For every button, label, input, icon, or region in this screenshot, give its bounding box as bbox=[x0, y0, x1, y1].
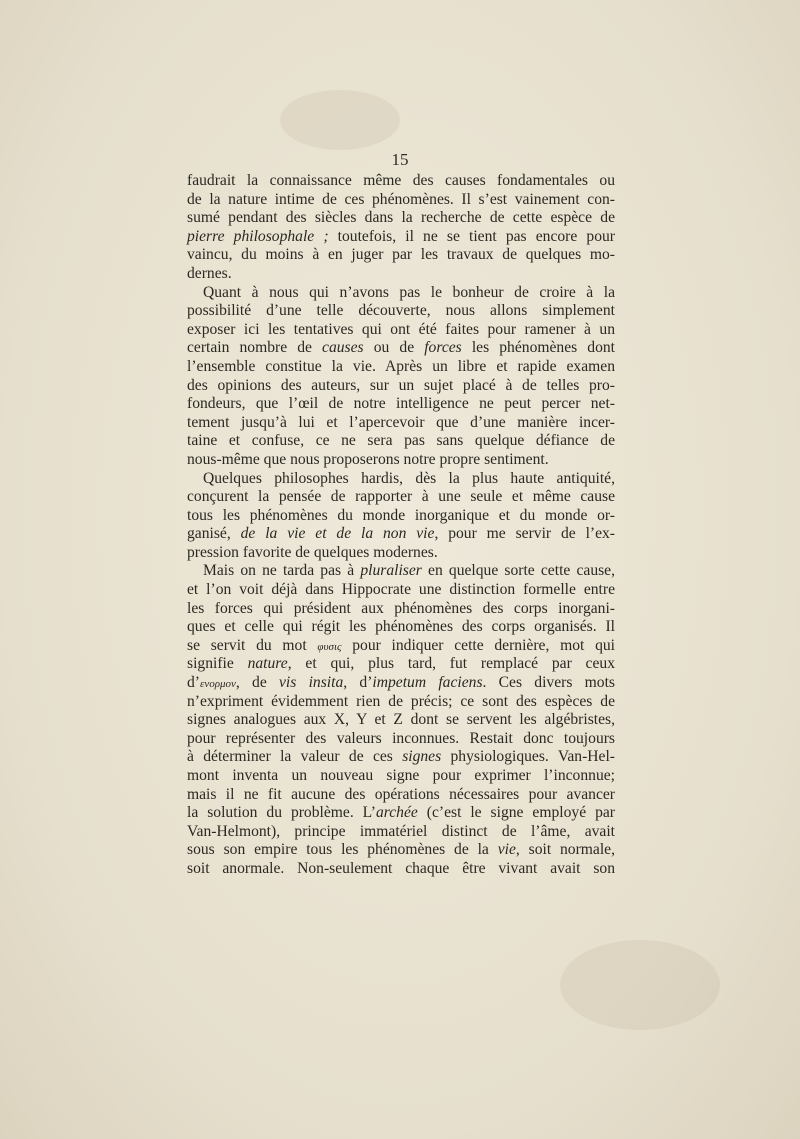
text-segment: à déterminer la valeur de ces bbox=[187, 748, 403, 766]
text-segment: . Ces divers mots bbox=[482, 674, 615, 692]
italic-text: archée bbox=[375, 804, 418, 822]
italic-text: nature bbox=[247, 655, 288, 673]
text-segment: ganisé, bbox=[187, 525, 241, 543]
text-line: Quant à nous qui n’avons pas le bonheur de croire à la bbox=[203, 283, 615, 301]
text-line: exposer ici les tentatives qui ont été faites pour ramener à un bbox=[187, 320, 615, 338]
text-segment: physiologiques. Van-Hel- bbox=[441, 748, 615, 766]
text-segment: certain nombre de bbox=[187, 339, 323, 357]
text-line: pour représenter des valeurs inconnues. Restait donc toujours bbox=[187, 729, 615, 747]
text-segment: la solution du problème. L’ bbox=[187, 804, 376, 822]
text-segment: , et qui, plus tard, fut remplacé par ceux bbox=[287, 655, 615, 673]
text-segment: en quelque sorte cette cause, bbox=[421, 562, 616, 580]
text-segment: signifie bbox=[187, 655, 248, 673]
text-segment: (c’est le signe employé par bbox=[417, 804, 615, 822]
body-text bbox=[187, 172, 615, 879]
text-line: Quelques philosophes hardis, dès la plus haute antiquité, bbox=[203, 469, 615, 487]
text-line: possibilité d’une telle découverte, nous allons simplement bbox=[187, 302, 615, 320]
text-line: l’ensemble constitue la vie. Après un libre et rapide examen bbox=[187, 357, 615, 375]
italic-text: pluraliser bbox=[360, 562, 422, 580]
text-segment: , de bbox=[235, 674, 280, 692]
text-line bbox=[187, 562, 615, 581]
text-line: sumé pendant des siècles dans la recherche de cette espèce de bbox=[187, 209, 615, 227]
italic-text: impetum faciens bbox=[372, 674, 483, 692]
text-segment: ou de bbox=[363, 339, 425, 357]
text-segment: les phénomènes dont bbox=[461, 339, 616, 357]
text-line: signes analogues aux X, Y et Z dont se servent les algébristes, bbox=[187, 711, 615, 729]
text-segment: , soit normale, bbox=[515, 841, 616, 859]
paper-stain bbox=[560, 940, 720, 1030]
text-line: mont inventa un nouveau signe pour exprimer l’inconnue; bbox=[187, 767, 615, 784]
text-line: nous-même que nous proposerons notre propre sentiment. bbox=[187, 450, 549, 468]
text-line: n’expriment évidemment rien de précis; ce sont des espèces de bbox=[187, 692, 615, 710]
paper-stain bbox=[280, 90, 400, 150]
page-number: 15 bbox=[391, 150, 409, 169]
text-line: mais il ne fit aucune des opérations nécessaires pour avancer bbox=[187, 785, 615, 803]
text-line bbox=[187, 637, 615, 656]
italic-text: de la vie et de la non vie bbox=[240, 525, 435, 543]
text-line: dernes. bbox=[187, 264, 232, 282]
text-segment: d’ bbox=[187, 674, 200, 692]
text-line bbox=[187, 339, 615, 358]
text-line bbox=[187, 228, 615, 247]
text-line: tous les phénomènes du monde inorganique et du monde or- bbox=[187, 506, 615, 524]
text-segment: Mais on ne tarda pas à bbox=[203, 562, 361, 580]
greek-text: ενορμον bbox=[200, 678, 236, 691]
text-line: des opinions des auteurs, sur un sujet placé à de telles pro- bbox=[187, 376, 615, 394]
text-line: conçurent la pensée de rapporter à une seule et même cause bbox=[187, 488, 615, 506]
italic-text: signes bbox=[402, 748, 442, 766]
text-line: tement jusqu’à lui et l’apercevoir que d’une manière incer- bbox=[187, 413, 615, 431]
text-line: soit anormale. Non-seulement chaque être vivant avait son bbox=[187, 859, 615, 877]
text-line: faudrait la connaissance même des causes fondamentales ou bbox=[187, 172, 615, 189]
text-line: taine et confuse, ce ne sera pas sans quelque défiance de bbox=[187, 432, 615, 450]
text-line: vaincu, du moins à en juger par les travaux de quelques mo- bbox=[187, 246, 615, 264]
text-line: de la nature intime de ces phénomènes. Il s’est vainement con- bbox=[187, 190, 615, 208]
text-line: et l’on voit déjà dans Hippocrate une distinction formelle entre bbox=[187, 581, 615, 599]
text-line: pression favorite de quelques modernes. bbox=[187, 543, 438, 561]
text-segment: se servit du mot bbox=[187, 636, 318, 654]
text-segment: sous son empire tous les phénomènes de la bbox=[187, 841, 498, 859]
text-line bbox=[187, 804, 615, 823]
text-segment: pour indiquer cette dernière, mot qui bbox=[341, 636, 615, 654]
text-line: ques et celle qui régit les phénomènes des corps organisés. Il bbox=[187, 618, 615, 636]
italic-text: causes bbox=[322, 339, 364, 357]
greek-text: φυσις bbox=[317, 640, 342, 653]
italic-text: forces bbox=[424, 339, 462, 357]
italic-text: vie bbox=[497, 841, 516, 859]
text-line: les forces qui président aux phénomènes des corps inorgani- bbox=[187, 599, 615, 617]
text-line bbox=[187, 525, 615, 544]
text-line: Van-Helmont), principe immatériel distinct de l’âme, avait bbox=[187, 822, 615, 840]
text-line: fondeurs, que l’œil de notre intelligence ne peut percer net- bbox=[187, 395, 615, 413]
italic-text: pierre philosophale ; bbox=[187, 227, 329, 245]
text-segment: , d’ bbox=[343, 674, 373, 692]
text-line bbox=[187, 748, 615, 767]
text-line bbox=[187, 841, 615, 860]
text-line bbox=[187, 674, 615, 693]
text-line bbox=[187, 655, 615, 674]
italic-text: vis insita bbox=[279, 674, 344, 692]
text-segment: , pour me servir de l’ex- bbox=[434, 525, 616, 543]
text-segment: toutefois, il ne se tient pas encore pour bbox=[328, 227, 615, 245]
